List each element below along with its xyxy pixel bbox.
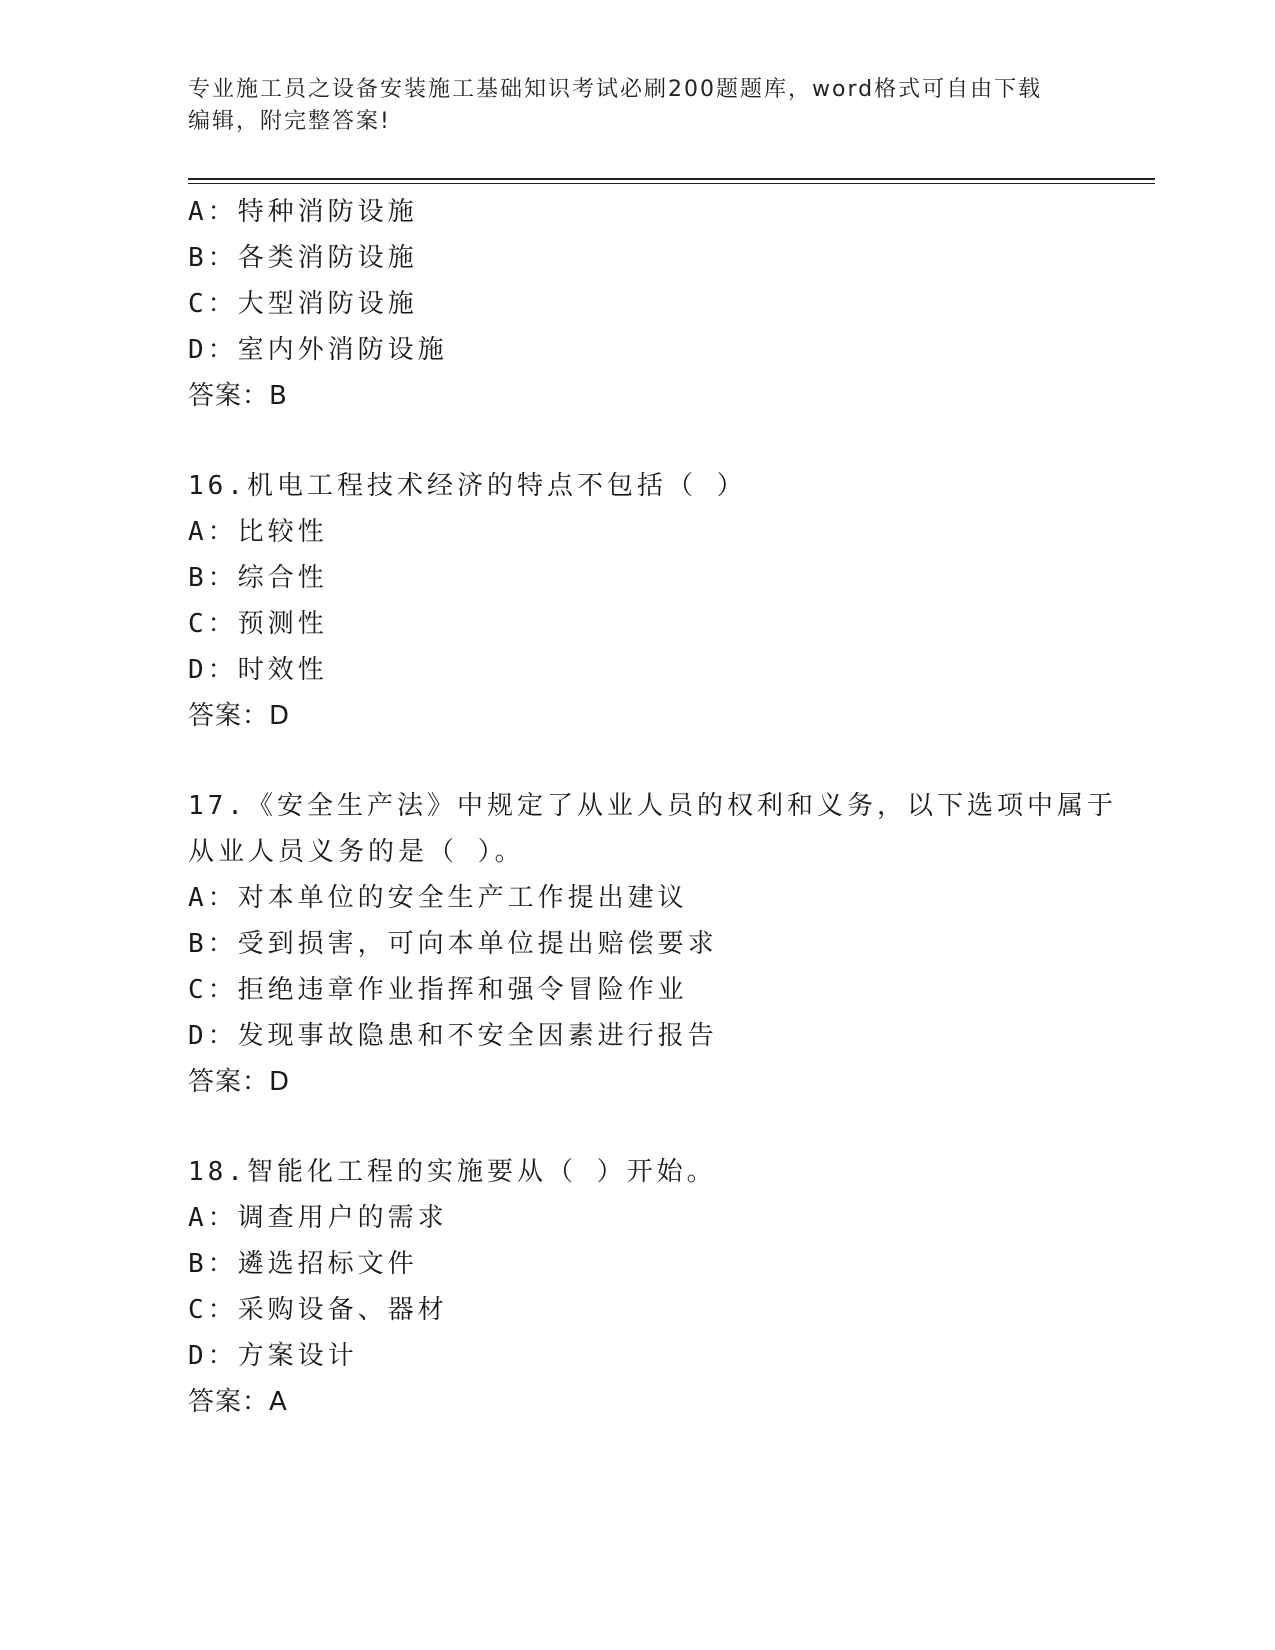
question-stem: 16.机电工程技术经济的特点不包括（ ） bbox=[188, 471, 747, 501]
option-d: D：时效性 bbox=[188, 655, 328, 685]
question-stem-line-1: 17.《安全生产法》中规定了从业人员的权利和义务，以下选项中属于 bbox=[188, 791, 1117, 821]
question-17 bbox=[188, 783, 1117, 1105]
option-c: C：大型消防设施 bbox=[188, 289, 418, 319]
question-list bbox=[188, 189, 1117, 1425]
option-a: A：比较性 bbox=[188, 517, 328, 547]
option-b: B：综合性 bbox=[188, 563, 328, 593]
header-title-line-1: 专业施工员之设备安装施工基础知识考试必刷200题题库，word格式可自由下载 bbox=[188, 77, 1043, 102]
header-divider bbox=[188, 178, 1155, 180]
option-b: B：遴选招标文件 bbox=[188, 1249, 418, 1279]
answer-line: 答案：D bbox=[188, 701, 291, 731]
option-b: B：受到损害，可向本单位提出赔偿要求 bbox=[188, 929, 718, 959]
option-b: B：各类消防设施 bbox=[188, 243, 418, 273]
option-a: A：调查用户的需求 bbox=[188, 1203, 448, 1233]
question-16 bbox=[188, 463, 1088, 739]
option-c: C：拒绝违章作业指挥和强令冒险作业 bbox=[188, 975, 688, 1005]
question-stem: 18.智能化工程的实施要从（ ）开始。 bbox=[188, 1157, 717, 1187]
option-c: C：预测性 bbox=[188, 609, 328, 639]
option-d: D：发现事故隐患和不安全因素进行报告 bbox=[188, 1021, 718, 1051]
answer-line: 答案：A bbox=[188, 1387, 288, 1417]
answer-line: 答案：D bbox=[188, 1067, 291, 1097]
option-c: C：采购设备、器材 bbox=[188, 1295, 448, 1325]
option-a: A：对本单位的安全生产工作提出建议 bbox=[188, 883, 688, 913]
document-header bbox=[188, 74, 1088, 138]
question-stem-line-2: 从业人员义务的是（ ）。 bbox=[188, 837, 525, 867]
option-d: D：室内外消防设施 bbox=[188, 335, 448, 365]
option-d: D：方案设计 bbox=[188, 1341, 358, 1371]
question-18 bbox=[188, 1149, 1088, 1425]
header-title-line-2: 编辑，附完整答案! bbox=[188, 109, 391, 134]
question-15 bbox=[188, 189, 1088, 419]
answer-line: 答案：B bbox=[188, 381, 288, 411]
option-a: A：特种消防设施 bbox=[188, 197, 418, 227]
header-divider-thin bbox=[188, 183, 1155, 184]
